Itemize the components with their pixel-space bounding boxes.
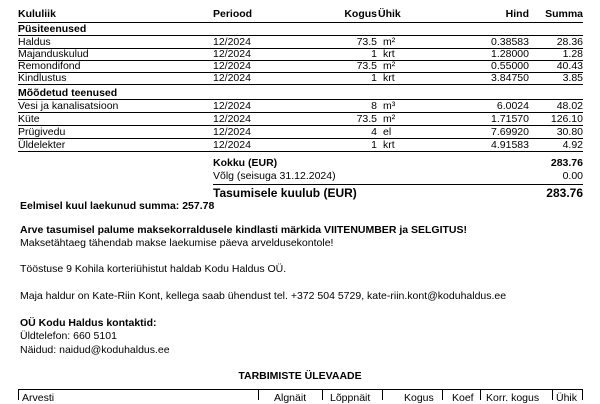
total-label: Kokku (EUR) [213,157,278,169]
row-divider [18,84,583,85]
consumption-border [258,389,259,400]
header-unit: Ühik [378,8,401,20]
consumption-border [322,389,323,400]
header-sum: Summa [545,8,583,20]
consumption-table-top [18,389,583,390]
debt-row [18,171,583,183]
table-row: Haldus 12/2024 73.5 m² 0.38583 28.36 [18,36,583,48]
table-row: Vesi ja kanalisatsioon 12/2024 8 m³ 6.0024 48.02 [18,100,583,112]
header-divider [18,22,583,23]
payable-value: 283.76 [546,186,583,200]
consumption-header-start: Algnäit [274,392,307,404]
caretaker-info: Maja haldur on Kate-Riin Kont, kellega saab ühendust tel. +372 504 5729, kate-riin.kont@koduhaldus.ee [20,290,507,302]
table-row: Prügivedu 12/2024 4 el 7.69920 30.80 [18,126,583,138]
table-row: Remondifond 12/2024 73.5 m² 0.55000 40.43 [18,60,583,72]
payable-label: Tasumisele kuulub (EUR) [213,186,357,200]
debt-value: 0.00 [562,170,583,182]
section-title-fixed: Püsiteenused [18,23,87,35]
consumption-border [18,389,19,400]
consumption-border [382,389,383,400]
consumption-border [582,389,583,400]
consumption-header-end: Lõppnäit [330,392,371,404]
payable-row [18,187,583,201]
contacts-title: OÜ Kodu Haldus kontaktid: [20,317,157,329]
section-title-metered: Mõõdetud teenused [18,87,118,99]
table-row: Majanduskulud 12/2024 1 krt 1.28000 1.28 [18,48,583,60]
received-amount: Eelmisel kuul laekunud summa: 257.78 [20,200,215,212]
debt-label: Võlg (seisuga 31.12.2024) [213,170,336,182]
consumption-border [552,389,553,400]
payable-divider [213,184,583,185]
header-period: Periood [213,8,253,20]
consumption-title: TARBIMISTE ÜLEVAADE [238,370,362,382]
row-divider [18,151,583,152]
contacts-phone: Üldtelefon: 660 5101 [20,330,117,342]
total-value: 283.76 [550,157,583,169]
header-price: Hind [505,8,529,20]
consumption-header-meter: Arvesti [22,392,55,404]
consumption-header-qty: Kogus [404,392,434,404]
header-qty: Kogus [344,8,377,20]
table-row: Üldelekter 12/2024 1 krt 4.91583 4.92 [18,139,583,151]
payment-notice: Arve tasumisel palume maksekorraldusele kindlasti märkida VIITENUMBER ja SELGITUS! [20,224,467,236]
contacts-email: Näidud: naidud@koduhaldus.ee [20,344,170,356]
table-row: Küte 12/2024 73.5 m² 1.71570 126.10 [18,113,583,125]
consumption-header-unit: Ühik [556,392,578,404]
consumption-header-corr-qty: Korr. kogus [486,392,540,404]
total-row [18,158,583,170]
manager-info: Tööstuse 9 Kohila korteriühistut haldab Kodu Haldus OÜ. [20,263,287,275]
consumption-border [442,389,443,400]
table-row: Kindlustus 12/2024 1 krt 3.84750 3.85 [18,72,583,84]
consumption-border [480,389,481,400]
header-item: Kululiik [18,8,56,20]
due-date-note: Maksetähtaeg tähendab makse laekumise päeva arveldusekontole! [20,237,334,249]
consumption-header-coef: Koef [452,392,474,404]
table-header [18,9,583,21]
